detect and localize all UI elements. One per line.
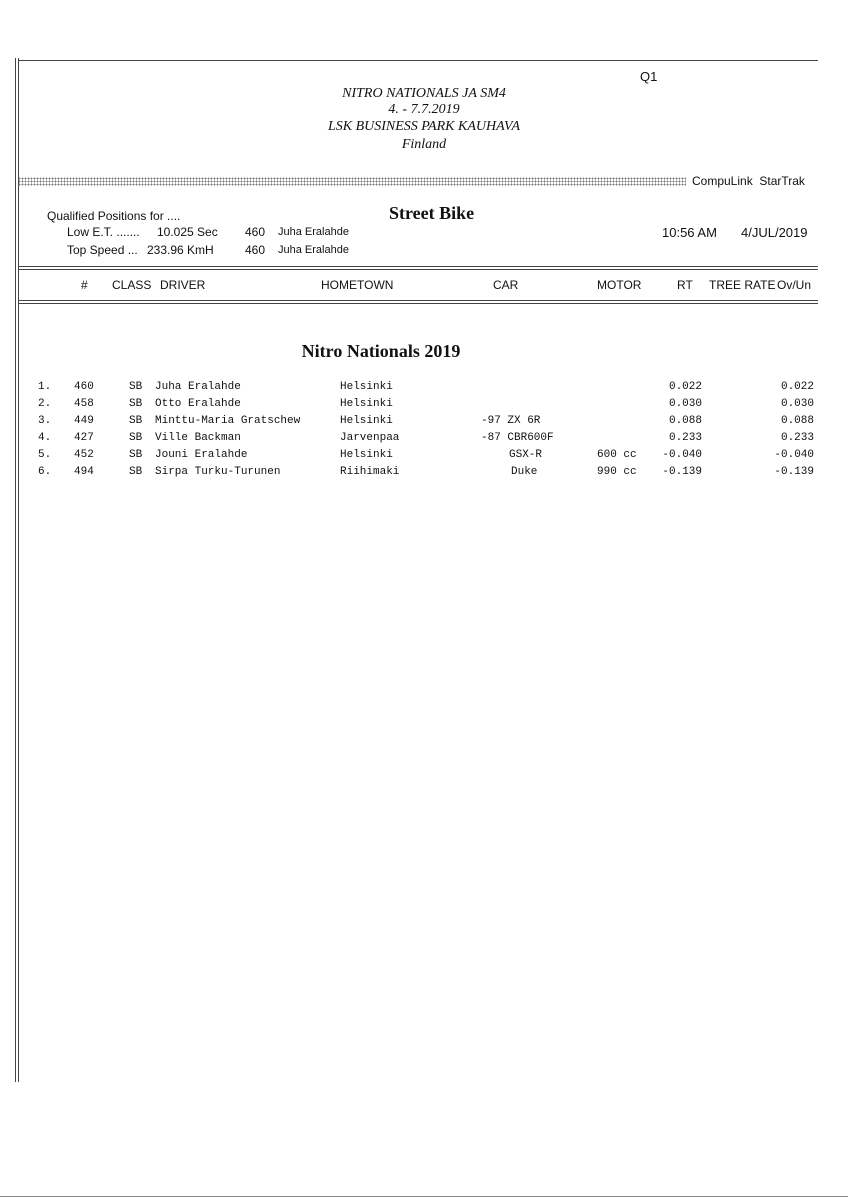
- header-rule-top-1: [18, 266, 818, 267]
- row-ovun: 0.233: [780, 432, 814, 444]
- row-hometown: Helsinki: [340, 398, 393, 410]
- row-number: 452: [74, 449, 94, 461]
- col-tree-rate: TREE RATE: [709, 278, 776, 292]
- row-class: SB: [129, 466, 143, 478]
- low-et-number: 460: [245, 225, 266, 239]
- row-number: 494: [74, 466, 94, 478]
- row-driver: Juha Eralahde: [155, 381, 241, 393]
- report-date: 4/JUL/2019: [741, 225, 808, 240]
- row-ovun: -0.040: [774, 449, 814, 461]
- header-rule-top-2: [18, 269, 818, 270]
- row-class: SB: [129, 415, 143, 427]
- top-border: [18, 60, 818, 61]
- row-ovun: -0.139: [774, 466, 814, 478]
- top-speed-driver: Juha Eralahde: [278, 244, 349, 256]
- row-rt: 0.088: [668, 415, 702, 427]
- row-car: -87 CBR600F: [481, 432, 554, 444]
- row-rt: -0.139: [662, 466, 702, 478]
- col-motor: MOTOR: [597, 278, 642, 292]
- row-rt: 0.233: [668, 432, 702, 444]
- row-position: 2.: [38, 398, 52, 410]
- row-number: 449: [74, 415, 94, 427]
- row-position: 1.: [38, 381, 52, 393]
- top-speed-value: 233.96 KmH: [147, 243, 214, 257]
- row-hometown: Helsinki: [340, 381, 393, 393]
- row-hometown: Helsinki: [340, 449, 393, 461]
- top-speed-number: 460: [245, 243, 266, 257]
- row-driver: Sirpa Turku-Turunen: [155, 466, 281, 478]
- row-hometown: Jarvenpaa: [340, 432, 400, 444]
- row-car: GSX-R: [509, 449, 543, 461]
- table-row: [0, 398, 848, 415]
- table-row: [0, 381, 848, 398]
- header-rule-bottom-2: [18, 303, 818, 304]
- row-driver: Jouni Eralahde: [155, 449, 248, 461]
- row-number: 460: [74, 381, 94, 393]
- bottom-edge-line: [0, 1196, 848, 1197]
- row-driver: Minttu-Maria Gratschew: [155, 415, 301, 427]
- table-row: [0, 466, 848, 483]
- row-class: SB: [129, 432, 143, 444]
- row-car: Duke: [511, 466, 538, 478]
- low-et-label: Low E.T. .......: [67, 225, 140, 239]
- row-hometown: Helsinki: [340, 415, 393, 427]
- row-class: SB: [129, 381, 143, 393]
- page-label: Q1: [640, 69, 658, 84]
- col-driver: DRIVER: [160, 278, 206, 292]
- col-class: CLASS: [112, 278, 152, 292]
- report-time: 10:56 AM: [662, 225, 717, 240]
- row-hometown: Riihimaki: [340, 466, 400, 478]
- row-class: SB: [129, 398, 143, 410]
- col-ovun: Ov/Un: [777, 278, 812, 292]
- event-dates: 4. - 7.7.2019: [388, 102, 460, 117]
- row-driver: Otto Eralahde: [155, 398, 241, 410]
- low-et-driver: Juha Eralahde: [278, 226, 349, 238]
- event-country: Finland: [401, 137, 447, 152]
- row-position: 4.: [38, 432, 52, 444]
- row-position: 3.: [38, 415, 52, 427]
- table-row: [0, 432, 848, 449]
- qualified-heading: Qualified Positions for ....: [47, 209, 181, 223]
- row-car: -97 ZX 6R: [481, 415, 541, 427]
- row-driver: Ville Backman: [155, 432, 241, 444]
- section-title: Nitro Nationals 2019: [301, 341, 461, 361]
- category-title: Street Bike: [389, 203, 475, 223]
- row-number: 427: [74, 432, 94, 444]
- event-venue: LSK BUSINESS PARK KAUHAVA: [327, 119, 521, 134]
- table-row: [0, 449, 848, 466]
- system-name: CompuLink StarTrak: [692, 174, 805, 188]
- left-border-inner: [18, 58, 19, 1082]
- table-row: [0, 415, 848, 432]
- dotted-separator: [18, 177, 686, 186]
- row-rt: 0.030: [668, 398, 702, 410]
- col-car: CAR: [493, 278, 519, 292]
- row-rt: -0.040: [662, 449, 702, 461]
- col-num: #: [81, 278, 88, 292]
- row-motor: 990 cc: [597, 466, 637, 478]
- top-speed-label: Top Speed ...: [67, 243, 138, 257]
- header-rule-bottom-1: [18, 300, 818, 301]
- row-class: SB: [129, 449, 143, 461]
- row-ovun: 0.088: [780, 415, 814, 427]
- row-position: 6.: [38, 466, 52, 478]
- col-hometown: HOMETOWN: [321, 278, 394, 292]
- row-position: 5.: [38, 449, 52, 461]
- row-rt: 0.022: [668, 381, 702, 393]
- row-ovun: 0.022: [780, 381, 814, 393]
- row-motor: 600 cc: [597, 449, 637, 461]
- col-rt: RT: [677, 278, 693, 292]
- low-et-value: 10.025 Sec: [157, 225, 218, 239]
- row-number: 458: [74, 398, 94, 410]
- event-name: NITRO NATIONALS JA SM4: [342, 86, 506, 101]
- row-ovun: 0.030: [780, 398, 814, 410]
- left-border-outer: [15, 58, 16, 1082]
